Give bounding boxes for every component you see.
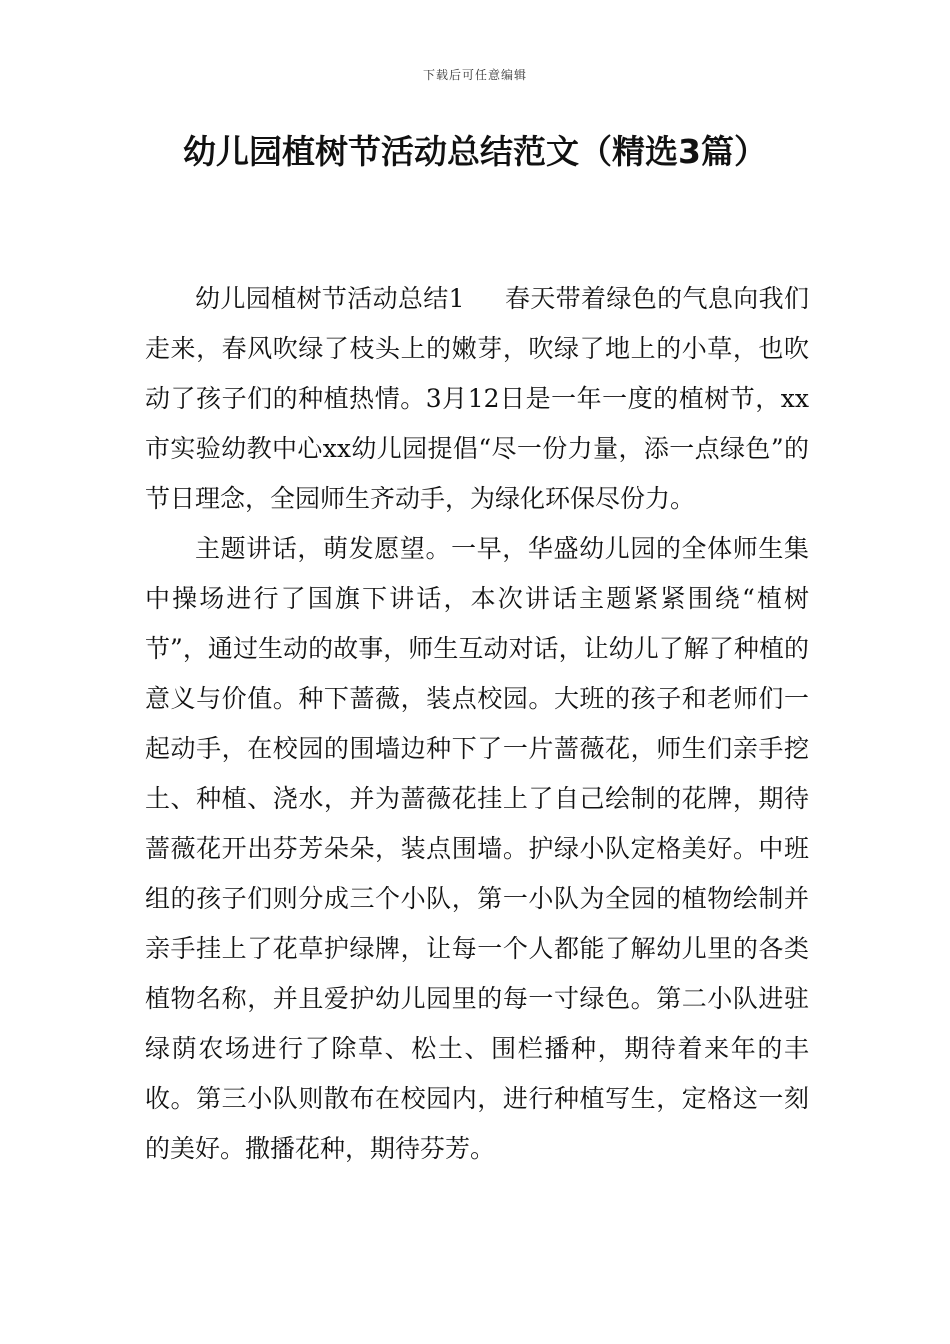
paragraph-text: 主题讲话，萌发愿望。一早，华盛幼儿园的全体师生集中操场进行了国旗下讲话，本次讲话主题紧紧围绕“植树节”，通过生动的故事，师生互动对话，让幼儿了解了种植的意义与价值。种下蔷薇，装点校园。大班的孩子和老师们一起动手，在校园的围墙边种下了一片蔷薇花，师生们亲手挖土、种植、浇水，并为蔷薇花挂上了自己绘制的花牌，期待蔷薇花开出芬芳朵朵，装点围墙。护绿小队定格美好。中班组的孩子们则分成三个小队，第一小队为全园的植物绘制并亲手挂上了花草护绿牌，让每一个人都能了解幼儿里的各类植物名称，并且爱护幼儿园里的每一寸绿色。第二小队进驻绿荫农场进行了除草、松土、围栏播种，期待着来年的丰收。第三小队则散布在校园内，进行种植写生，定格这一刻的美好。撒播花种，期待芬芳。 [145,534,809,1163]
document-title: 幼儿园植树节活动总结范文（精选3篇） [183,132,767,171]
header-note: 下载后可任意编辑 [422,68,527,82]
paragraph-1 [145,274,809,524]
document-body [145,274,809,1174]
section-heading: 幼儿园植树节活动总结1 [195,284,465,313]
paragraph-text: 春天带着绿色的气息向我们走来，春风吹绿了枝头上的嫩芽，吹绿了地上的小草，也吹动了孩子们的种植热情。3月12日是一年一度的植树节，xx市实验幼教中心xx幼儿园提倡“尽一份力量，添一点绿色”的节日理念，全园师生齐动手，为绿化环保尽份力。 [145,284,809,513]
paragraph-2 [145,524,809,1174]
